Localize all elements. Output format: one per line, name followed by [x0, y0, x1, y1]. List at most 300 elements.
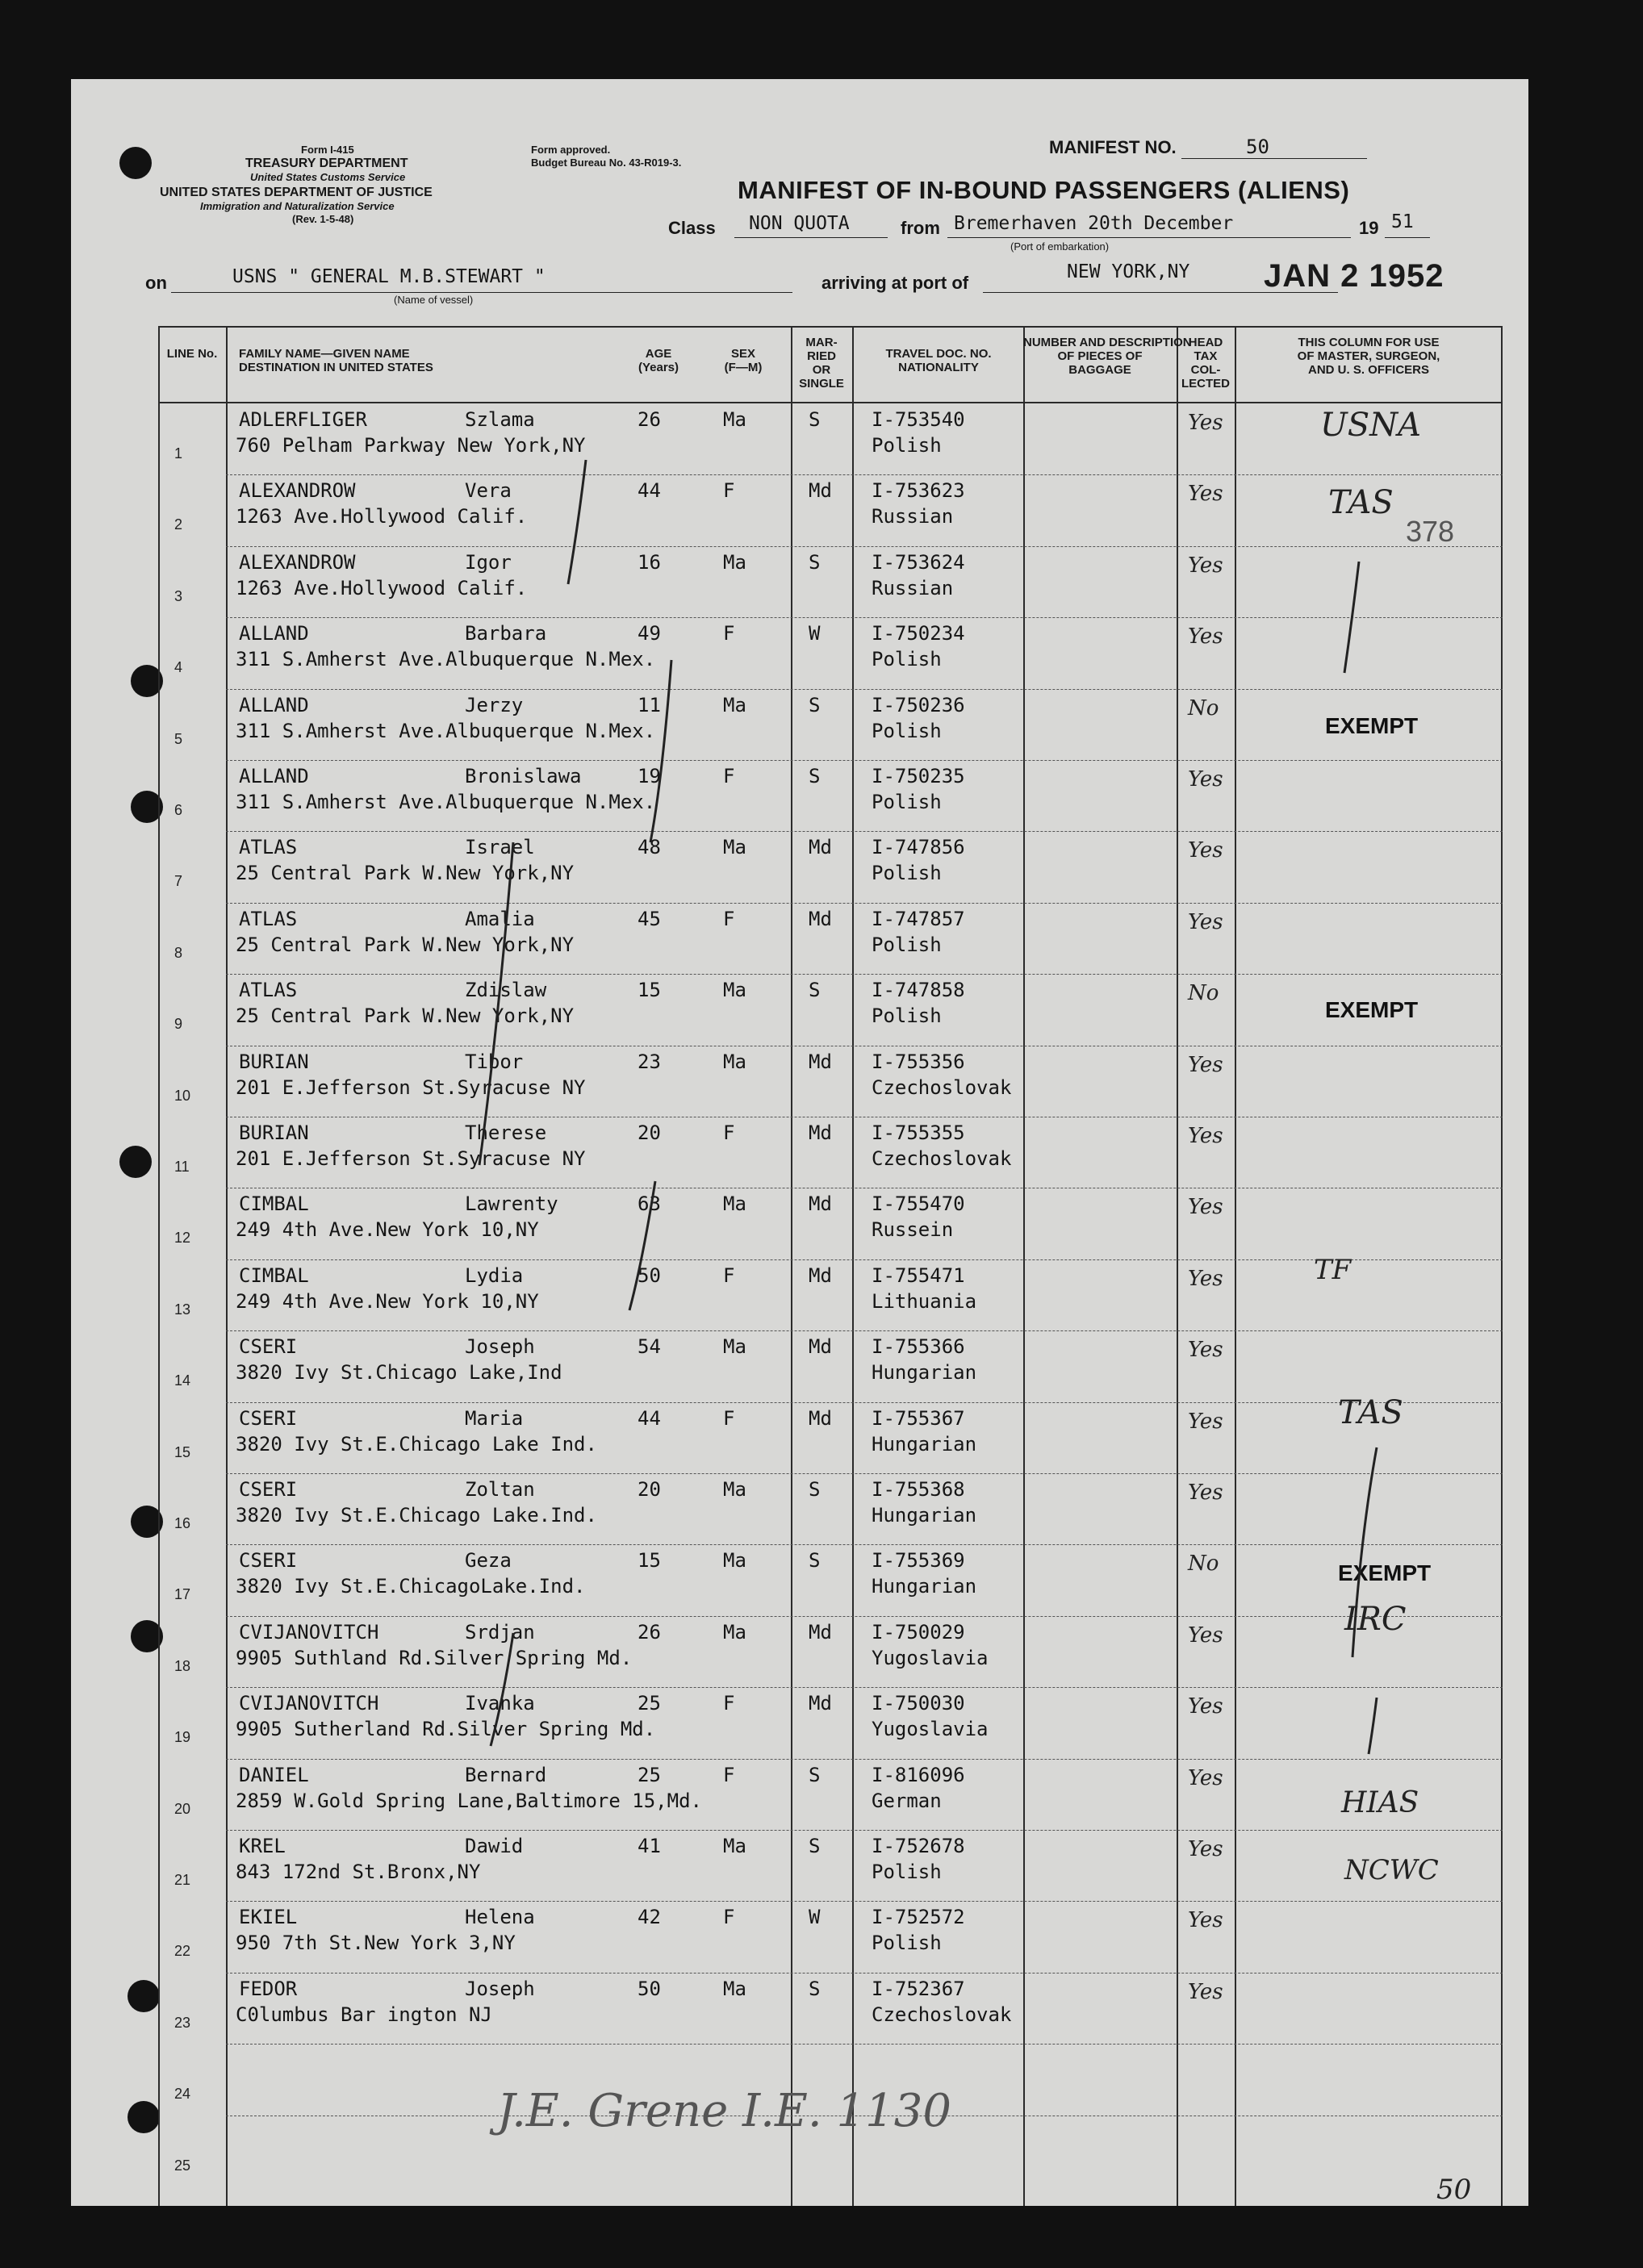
travel-doc-no: I-753540 [872, 408, 965, 431]
destination: 311 S.Amherst Ave.Albuquerque N.Mex. [236, 648, 656, 671]
from-label: from [901, 218, 940, 238]
marital-status: S [809, 550, 821, 574]
col-sex: SEX (F—M) [724, 347, 763, 374]
sex: Ma [723, 408, 746, 431]
col-name: FAMILY NAME—GIVEN NAME DESTINATION IN UNITED STATES [239, 347, 433, 374]
travel-doc-no: I-816096 [872, 1763, 965, 1786]
age: 26 [638, 408, 661, 431]
col-line-no: LINE No. [166, 347, 218, 361]
class-value: NON QUOTA [749, 213, 850, 234]
nationality: Polish [872, 1932, 942, 1955]
destination: 249 4th Ave.New York 10,NY [236, 1218, 539, 1242]
nationality: Czechoslovak [872, 2003, 1012, 2026]
form-approved: Form approved. [531, 144, 611, 156]
from-line [947, 237, 1351, 238]
arriving-label: arriving at port of [822, 273, 969, 293]
class-line [734, 237, 888, 238]
head-tax: Yes [1188, 1837, 1223, 1861]
nationality: Yugoslavia [872, 1646, 989, 1669]
note-tas-1: TAS [1328, 484, 1394, 521]
given-name: Lydia [465, 1263, 524, 1287]
destination: 3820 Ivy St.E.ChicagoLake.Ind. [236, 1575, 586, 1598]
head-tax: Yes [1188, 482, 1223, 507]
head-tax: Yes [1188, 1124, 1223, 1148]
table-row [158, 1687, 1503, 1758]
table-row [158, 546, 1503, 617]
table-row [158, 903, 1503, 974]
age: 48 [638, 836, 661, 859]
ins-service: Immigration and Naturalization Service [200, 200, 395, 212]
nationality: Russein [872, 1218, 954, 1242]
line-number: 8 [174, 944, 183, 961]
nationality: Polish [872, 434, 942, 457]
marital-status: S [809, 408, 821, 431]
age: 15 [638, 979, 661, 1002]
head-tax: Yes [1188, 1409, 1223, 1434]
line-number: 4 [174, 659, 183, 676]
table-row [158, 474, 1503, 545]
sex: F [723, 1906, 735, 1929]
travel-doc-no: I-755369 [872, 1549, 965, 1573]
exempt-5: EXEMPT [1325, 713, 1419, 738]
age: 63 [638, 1192, 661, 1216]
head-tax: Yes [1188, 1481, 1223, 1505]
budget-bureau: Budget Bureau No. 43-R019-3. [531, 157, 682, 169]
sex: Ma [723, 1335, 746, 1359]
family-name: BURIAN [239, 1050, 309, 1073]
age: 45 [638, 907, 661, 930]
head-tax: Yes [1188, 1195, 1223, 1220]
destination: 201 E.Jefferson St.Syracuse NY [236, 1147, 586, 1170]
col-age: AGE (Years) [638, 347, 679, 374]
note-tas-14: TAS [1338, 1394, 1403, 1431]
table-row [158, 1759, 1503, 1830]
head-tax: Yes [1188, 1052, 1223, 1077]
year-prefix: 19 [1359, 218, 1379, 238]
head-tax: Yes [1188, 411, 1223, 435]
travel-doc-no: I-752572 [872, 1906, 965, 1929]
note-ncwc: NCWC [1344, 1854, 1439, 1886]
port-embark-note: (Port of embarkation) [1010, 240, 1110, 253]
marital-status: Md [809, 1263, 832, 1287]
line-number: 14 [174, 1372, 191, 1389]
family-name: ATLAS [239, 836, 298, 859]
age: 41 [638, 1835, 661, 1857]
family-name: ALLAND [239, 765, 309, 787]
nationality: Czechoslovak [872, 1076, 1012, 1099]
destination: 2859 W.Gold Spring Lane,Baltimore 15,Md. [236, 1789, 702, 1812]
note-irc: IRC [1344, 1601, 1407, 1638]
travel-doc-no: I-750029 [872, 1620, 965, 1644]
line-number: 1 [174, 445, 183, 462]
destination: 9905 Suthland Rd.Silver Spring Md. [236, 1646, 633, 1669]
travel-doc-no: I-755471 [872, 1263, 965, 1287]
marital-status: W [809, 1906, 821, 1929]
sex: F [723, 1692, 735, 1715]
line-number: 22 [174, 1943, 191, 1960]
note-tf: TF [1314, 1254, 1352, 1286]
given-name: Igor [465, 550, 512, 574]
age: 20 [638, 1121, 661, 1144]
travel-doc-no: I-750234 [872, 622, 965, 645]
marital-status: S [809, 1977, 821, 2000]
age: 20 [638, 1478, 661, 1501]
sex: F [723, 622, 735, 645]
head-tax: Yes [1188, 624, 1223, 649]
sex: Ma [723, 550, 746, 574]
line-number: 24 [174, 2086, 191, 2103]
marital-status: S [809, 1478, 821, 1501]
passenger-table [158, 326, 1503, 2206]
age: 50 [638, 1977, 661, 2000]
given-name: Israel [465, 836, 535, 859]
age: 25 [638, 1763, 661, 1786]
destination: 3820 Ivy St.E.Chicago Lake Ind. [236, 1432, 597, 1456]
sex: F [723, 1763, 735, 1786]
family-name: CSERI [239, 1406, 298, 1430]
age: 26 [638, 1620, 661, 1644]
travel-doc-no: I-747857 [872, 907, 965, 930]
destination: 311 S.Amherst Ave.Albuquerque N.Mex. [236, 719, 656, 742]
travel-doc-no: I-753623 [872, 479, 965, 503]
sex: Ma [723, 1549, 746, 1573]
destination: 3820 Ivy St.E.Chicago Lake.Ind. [236, 1504, 597, 1527]
stamp-number: 378 [1406, 515, 1455, 548]
travel-doc-no: I-750030 [872, 1692, 965, 1715]
sex: Ma [723, 1478, 746, 1501]
head-tax: Yes [1188, 909, 1223, 934]
sex: Ma [723, 693, 746, 716]
destination: 843 172nd St.Bronx,NY [236, 1861, 481, 1883]
marital-status: S [809, 765, 821, 787]
sex: Ma [723, 1050, 746, 1073]
given-name: Tibor [465, 1050, 524, 1073]
manifest-no-line [1181, 158, 1367, 159]
table-row [158, 1830, 1503, 1901]
age: 19 [638, 765, 661, 787]
date-stamp: JAN 2 1952 [1264, 258, 1444, 294]
travel-doc-no: I-750236 [872, 693, 965, 716]
line-number: 7 [174, 873, 183, 890]
table-row [158, 1473, 1503, 1544]
manifest-title: MANIFEST OF IN-BOUND PASSENGERS (ALIENS) [738, 176, 1350, 204]
table-row [158, 1544, 1503, 1615]
age: 25 [638, 1692, 661, 1715]
head-tax: Yes [1188, 767, 1223, 792]
table-row [158, 1259, 1503, 1330]
table-row [158, 831, 1503, 902]
given-name: Jerzy [465, 693, 524, 716]
arrival-port: NEW YORK,NY [1067, 261, 1190, 282]
marital-status: S [809, 1835, 821, 1857]
marital-status: Md [809, 1406, 832, 1430]
head-tax: Yes [1188, 1338, 1223, 1363]
family-name: CSERI [239, 1549, 298, 1573]
line-number: 10 [174, 1087, 191, 1104]
head-tax: No [1188, 695, 1219, 720]
family-name: DANIEL [239, 1763, 309, 1786]
year-value: 51 [1391, 211, 1414, 232]
age: 44 [638, 479, 661, 503]
exempt-9: EXEMPT [1325, 997, 1419, 1022]
justice-dept: UNITED STATES DEPARTMENT OF JUSTICE [160, 186, 433, 199]
nationality: Hungarian [872, 1432, 977, 1456]
travel-doc-no: I-750235 [872, 765, 965, 787]
sex: F [723, 479, 735, 503]
given-name: Zoltan [465, 1478, 535, 1501]
age: 11 [638, 693, 661, 716]
vessel-note: (Name of vessel) [394, 294, 474, 306]
line-number: 13 [174, 1301, 191, 1318]
given-name: Amalia [465, 907, 535, 930]
head-tax: Yes [1188, 838, 1223, 863]
age: 54 [638, 1335, 661, 1359]
nationality: Hungarian [872, 1504, 977, 1527]
marital-status: Md [809, 1620, 832, 1644]
travel-doc-no: I-752367 [872, 1977, 965, 2000]
table-row [158, 1330, 1503, 1401]
treasury-dept: TREASURY DEPARTMENT [245, 157, 408, 170]
sex: F [723, 765, 735, 787]
family-name: ALLAND [239, 693, 309, 716]
marital-status: Md [809, 1335, 832, 1359]
nationality: Polish [872, 1861, 942, 1883]
family-name: ATLAS [239, 979, 298, 1002]
head-tax: Yes [1188, 1623, 1223, 1648]
punch-hole [119, 1146, 152, 1178]
given-name: Helena [465, 1906, 535, 1929]
family-name: CIMBAL [239, 1263, 309, 1287]
note-usna: USNA [1320, 407, 1421, 444]
col-baggage: NUMBER AND DESCRIPTION OF PIECES OF BAGGAGE [1023, 336, 1192, 377]
head-tax: Yes [1188, 1979, 1223, 2004]
nationality: Polish [872, 862, 942, 885]
vessel-line [171, 292, 792, 293]
travel-doc-no: I-747856 [872, 836, 965, 859]
nationality: Russian [872, 505, 954, 528]
table-row [158, 760, 1503, 831]
marital-status: Md [809, 1121, 832, 1144]
punch-hole [119, 147, 152, 179]
marital-status: Md [809, 907, 832, 930]
destination: 249 4th Ave.New York 10,NY [236, 1289, 539, 1313]
given-name: Lawrenty [465, 1192, 558, 1216]
given-name: Barbara [465, 622, 547, 645]
col-married: MAR- RIED OR SINGLE [799, 336, 844, 391]
family-name: ALEXANDROW [239, 479, 356, 503]
manifest-no-value: 50 [1246, 136, 1269, 158]
age: 23 [638, 1050, 661, 1073]
age: 44 [638, 1406, 661, 1430]
destination: 25 Central Park W.New York,NY [236, 933, 575, 956]
head-tax: Yes [1188, 1694, 1223, 1719]
destination: 3820 Ivy St.Chicago Lake,Ind [236, 1361, 562, 1385]
corner-number: 50 [1436, 2174, 1472, 2206]
travel-doc-no: I-755470 [872, 1192, 965, 1216]
family-name: FEDOR [239, 1977, 298, 2000]
table-row [158, 403, 1503, 474]
sex: Ma [723, 1620, 746, 1644]
punch-hole [128, 2101, 160, 2133]
marital-status: Md [809, 1692, 832, 1715]
line-number: 21 [174, 1872, 191, 1888]
line-number: 6 [174, 802, 183, 818]
travel-doc-no: I-747858 [872, 979, 965, 1002]
marital-status: W [809, 622, 821, 645]
family-name: KREL [239, 1835, 286, 1857]
line-number: 25 [174, 2157, 191, 2174]
given-name: Maria [465, 1406, 524, 1430]
sex: F [723, 907, 735, 930]
table-row [158, 1117, 1503, 1188]
sex: Ma [723, 1192, 746, 1216]
table-row [158, 1188, 1503, 1259]
year-line [1385, 237, 1430, 238]
nationality: Russian [872, 576, 954, 599]
destination: 25 Central Park W.New York,NY [236, 862, 575, 885]
marital-status: Md [809, 836, 832, 859]
given-name: Zdislaw [465, 979, 547, 1002]
travel-doc-no: I-755368 [872, 1478, 965, 1501]
given-name: Joseph [465, 1335, 535, 1359]
line-number: 16 [174, 1515, 191, 1531]
head-tax: No [1188, 1552, 1219, 1577]
nationality: Polish [872, 933, 942, 956]
travel-doc-no: I-755366 [872, 1335, 965, 1359]
class-label: Class [668, 218, 716, 238]
family-name: CSERI [239, 1478, 298, 1501]
head-tax: Yes [1188, 1908, 1223, 1933]
nationality: Hungarian [872, 1361, 977, 1385]
sex: Ma [723, 1835, 746, 1857]
family-name: CVIJANOVITCH [239, 1620, 379, 1644]
col-travel-doc: TRAVEL DOC. NO. NATIONALITY [885, 347, 992, 374]
nationality: Hungarian [872, 1575, 977, 1598]
destination: 9905 Sutherland Rd.Silver Spring Md. [236, 1718, 656, 1741]
given-name: Vera [465, 479, 512, 503]
line-number: 19 [174, 1729, 191, 1746]
given-name: Bronislawa [465, 765, 582, 787]
vessel-name: USNS " GENERAL M.B.STEWART " [232, 266, 546, 287]
destination: 950 7th St.New York 3,NY [236, 1932, 516, 1955]
line-number: 15 [174, 1443, 191, 1460]
given-name: Therese [465, 1121, 547, 1144]
marital-status: Md [809, 1050, 832, 1073]
officer-signature: J.E. Grene I.E. 1130 [497, 2085, 951, 2137]
age: 42 [638, 1906, 661, 1929]
family-name: EKIEL [239, 1906, 298, 1929]
col-officers: THIS COLUMN FOR USE OF MASTER, SURGEON, AND U. S. OFFICERS [1297, 336, 1440, 377]
sex: F [723, 1263, 735, 1287]
line-number: 23 [174, 2014, 191, 2031]
destination: 1263 Ave.Hollywood Calif. [236, 576, 528, 599]
given-name: Ivanka [465, 1692, 535, 1715]
age: 15 [638, 1549, 661, 1573]
age: 16 [638, 550, 661, 574]
age: 50 [638, 1263, 661, 1287]
sex: Ma [723, 979, 746, 1002]
table-row [158, 689, 1503, 760]
line-number: 5 [174, 730, 183, 747]
line-number: 3 [174, 587, 183, 604]
manifest-sheet [71, 79, 1528, 2206]
marital-status: Md [809, 479, 832, 503]
nationality: Polish [872, 719, 942, 742]
destination: 1263 Ave.Hollywood Calif. [236, 505, 528, 528]
age: 49 [638, 622, 661, 645]
table-row [158, 1046, 1503, 1117]
marital-status: S [809, 1549, 821, 1573]
sex: Ma [723, 1977, 746, 2000]
given-name: Bernard [465, 1763, 547, 1786]
given-name: Srdjan [465, 1620, 535, 1644]
family-name: ADLERFLIGER [239, 408, 367, 431]
exempt-17: EXEMPT [1338, 1560, 1432, 1585]
marital-status: S [809, 1763, 821, 1786]
line-number: 17 [174, 1586, 191, 1603]
line-number: 2 [174, 516, 183, 533]
family-name: ATLAS [239, 907, 298, 930]
nationality: Yugoslavia [872, 1718, 989, 1741]
table-row [158, 1901, 1503, 1972]
family-name: ALLAND [239, 622, 309, 645]
nationality: Polish [872, 791, 942, 813]
line-number: 20 [174, 1800, 191, 1817]
table-row [158, 1616, 1503, 1687]
table-row [158, 974, 1503, 1045]
form-number: Form I-415 [301, 144, 354, 156]
table-row [158, 617, 1503, 688]
marital-status: S [809, 693, 821, 716]
customs-service: United States Customs Service [250, 171, 406, 183]
travel-doc-no: I-755355 [872, 1121, 965, 1144]
table-row [158, 1973, 1503, 2044]
line-number: 9 [174, 1016, 183, 1033]
col-head-tax: HEAD TAX COL- LECTED [1181, 336, 1230, 391]
family-name: BURIAN [239, 1121, 309, 1144]
family-name: ALEXANDROW [239, 550, 356, 574]
form-revision: (Rev. 1-5-48) [292, 213, 354, 225]
nationality: Polish [872, 648, 942, 671]
nationality: Lithuania [872, 1289, 977, 1313]
sex: F [723, 1406, 735, 1430]
family-name: CIMBAL [239, 1192, 309, 1216]
head-tax: No [1188, 981, 1219, 1006]
nationality: Czechoslovak [872, 1147, 1012, 1170]
travel-doc-no: I-755356 [872, 1050, 965, 1073]
destination: C0lumbus Bar ington NJ [236, 2003, 492, 2026]
family-name: CSERI [239, 1335, 298, 1359]
sex: Ma [723, 836, 746, 859]
sex: F [723, 1121, 735, 1144]
note-hias: HIAS [1341, 1786, 1419, 1819]
given-name: Szlama [465, 408, 535, 431]
destination: 201 E.Jefferson St.Syracuse NY [236, 1076, 586, 1099]
given-name: Dawid [465, 1835, 524, 1857]
destination: 760 Pelham Parkway New York,NY [236, 434, 586, 457]
line-number: 18 [174, 1657, 191, 1674]
from-value: Bremerhaven 20th December [954, 213, 1234, 234]
nationality: German [872, 1789, 942, 1812]
head-tax: Yes [1188, 1266, 1223, 1291]
given-name: Geza [465, 1549, 512, 1573]
travel-doc-no: I-755367 [872, 1406, 965, 1430]
line-number: 11 [174, 1159, 190, 1175]
travel-doc-no: I-753624 [872, 550, 965, 574]
head-tax: Yes [1188, 1765, 1223, 1790]
nationality: Polish [872, 1005, 942, 1028]
punch-hole [128, 1980, 160, 2012]
